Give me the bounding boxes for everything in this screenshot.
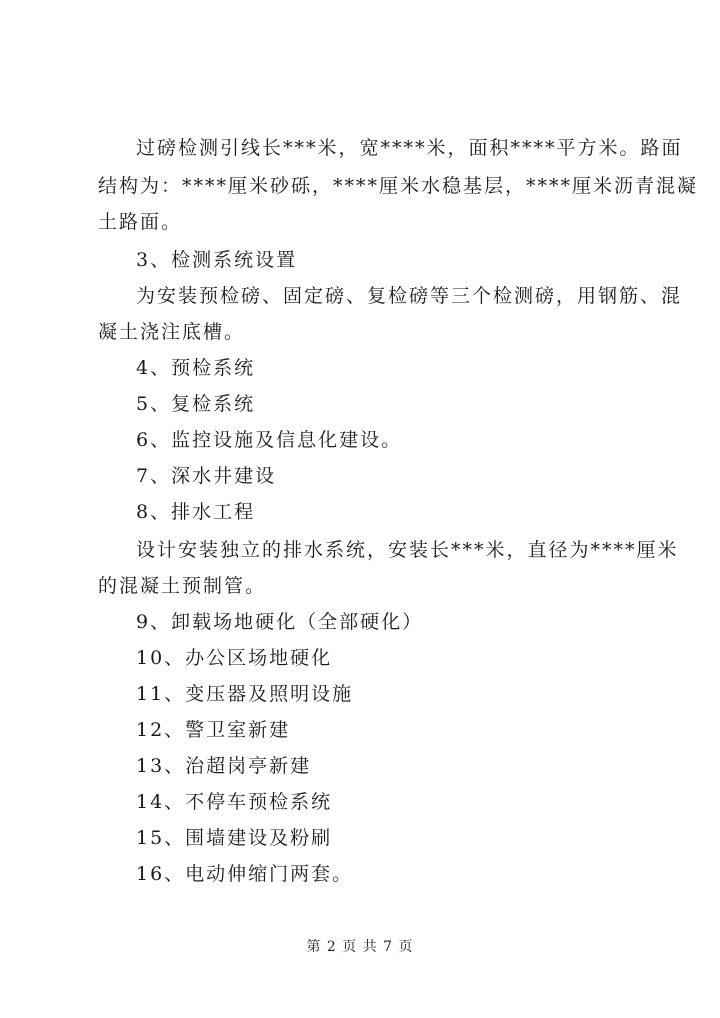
list-item: 5、复检系统 [136, 393, 256, 415]
list-item: 7、深水井建设 [136, 465, 277, 487]
list-item: 15、围墙建设及粉刷 [136, 827, 333, 849]
list-item: 13、治超岗亭新建 [136, 755, 312, 777]
section-heading: 3、检测系统设置 [136, 249, 298, 271]
list-item: 8、排水工程 [136, 501, 256, 523]
list-item: 11、变压器及照明设施 [136, 683, 354, 705]
paragraph-line: 为安装预检磅、固定磅、复检磅等三个检测磅，用钢筋、混 [136, 285, 683, 307]
paragraph-line: 的混凝土预制管。 [98, 575, 267, 597]
page-number-footer: 第 2 页 共 7 页 [306, 939, 414, 955]
paragraph-line: 土路面。 [98, 211, 183, 233]
list-item: 6、监控设施及信息化建设。 [136, 429, 403, 451]
paragraph-line: 凝土浇注底槽。 [98, 321, 246, 343]
list-item: 12、警卫室新建 [136, 719, 291, 741]
paragraph-line: 设计安装独立的排水系统，安装长***米，直径为****厘米 [136, 539, 679, 561]
paragraph-line: 结构为：****厘米砂砾，****厘米水稳基层，****厘米沥青混凝 [98, 175, 699, 197]
list-item: 10、办公区场地硬化 [136, 647, 333, 669]
list-item: 9、卸载场地硬化（全部硬化） [136, 611, 424, 633]
paragraph-line: 过磅检测引线长***米，宽****米，面积****平方米。路面 [136, 137, 683, 159]
list-item: 16、电动伸缩门两套。 [136, 863, 354, 885]
list-item: 4、预检系统 [136, 357, 256, 379]
list-item: 14、不停车预检系统 [136, 791, 333, 813]
